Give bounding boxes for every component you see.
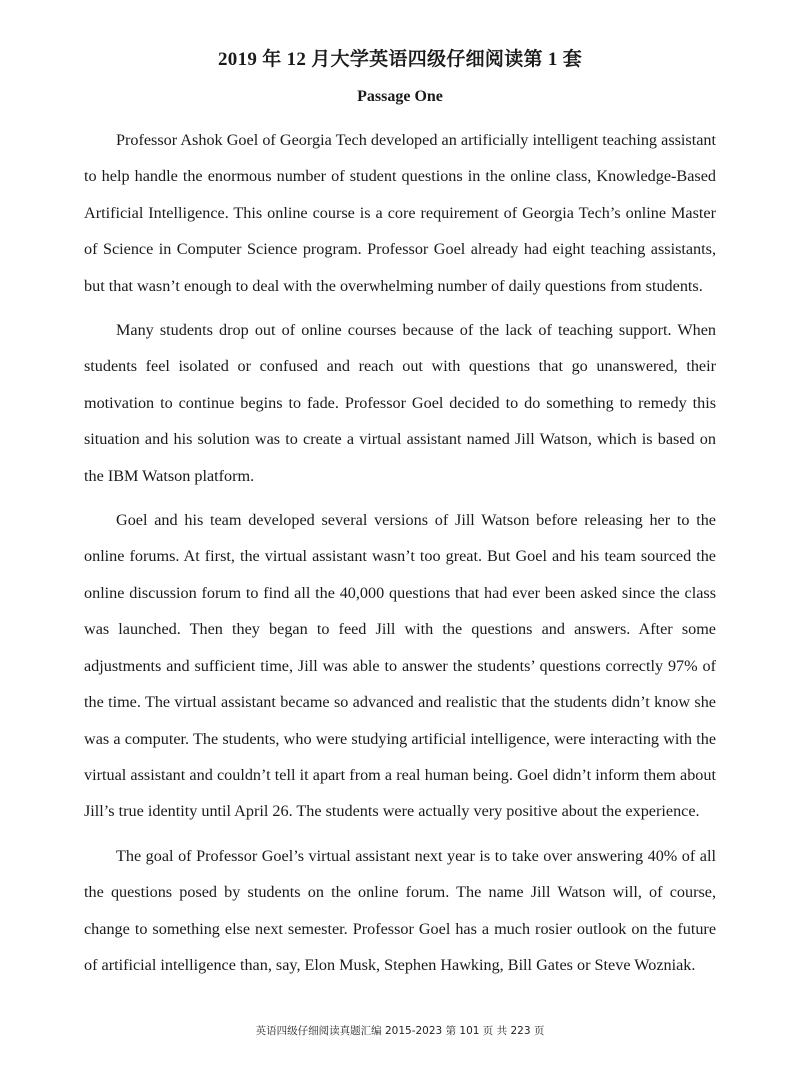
- page-footer: 英语四级仔细阅读真题汇编 2015-2023 第 101 页 共 223 页: [255, 1025, 545, 1037]
- page-title: 2019 年 12 月大学英语四级仔细阅读第 1 套: [217, 49, 583, 70]
- passage-heading: Passage One: [357, 88, 443, 105]
- paragraph-4: The goal of Professor Goel’s virtual assistant next year is to take over answering 40% of all the questions posed by students on the online forum. The name Jill Watson will, of course, change to something else next semester. Professor Goel has a much rosier outlook on the future of artificial intelligence than, say, Elon Musk, Stephen Hawking, Bill Gates or Steve Wozniak.: [84, 846, 716, 974]
- paragraph-1: Professor Ashok Goel of Georgia Tech developed an artificially intelligent teaching assistant to help handle the enormous number of student questions in the online class, Knowledge-Based Artificial Intelligence. This online course is a core requirement of Georgia Tech’s online Master of Science in Computer Science program. Professor Goel already had eight teaching assistants, but that wasn’t enough to deal with the overwhelming number of daily questions from students.: [84, 131, 716, 295]
- paragraph-3: Goel and his team developed several versions of Jill Watson before releasing her to the online forums. At first, the virtual assistant wasn’t too great. But Goel and his team sourced the online discussion forum to find all the 40,000 questions that had ever been asked since the class was launched. Then they began to feed Jill with the questions and answers. After some adjustments and sufficient time, Jill was able to answer the students’ questions correctly 97% of the time. The virtual assistant became so advanced and realistic that the students didn’t know she was a computer. The students, who were studying artificial intelligence, were interacting with the virtual assistant and couldn’t tell it apart from a real human being. Goel didn’t inform them about Jill’s true identity until April 26. The students were actually very positive about the experience.: [84, 511, 716, 821]
- paragraph-2: Many students drop out of online courses because of the lack of teaching support. When students feel isolated or confused and reach out with questions that go unanswered, their motivation to continue begins to fade. Professor Goel decided to do something to remedy this situation and his solution was to create a virtual assistant named Jill Watson, which is based on the IBM Watson platform.: [84, 321, 716, 485]
- passage-body: [84, 122, 716, 983]
